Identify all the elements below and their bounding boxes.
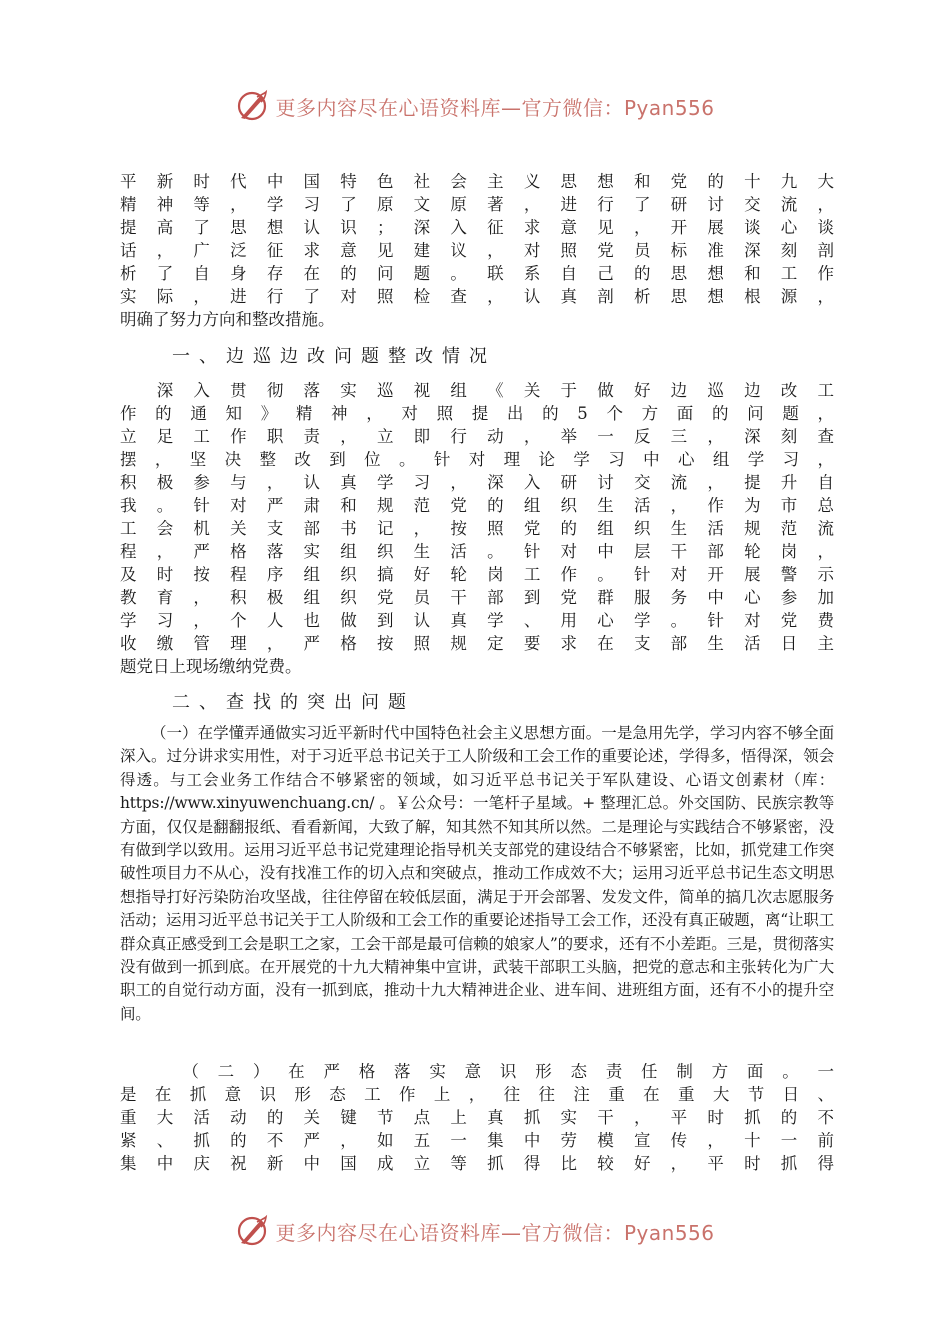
text-line: 重大活动的关键节点上真抓实干，平时抓的不 <box>120 1108 834 1127</box>
section-heading-1: 一、边巡边改问题整改情况 <box>172 346 496 367</box>
text-line: 精神等，学习了原文原著，进行了研讨交流， <box>120 195 834 214</box>
watermark-bottom <box>0 1211 950 1251</box>
section-heading-2: 二、查找的突出问题 <box>172 692 415 713</box>
watermark-text: 更多内容尽在心语资料库—官方微信：Pyan556 <box>275 95 715 120</box>
text-line: 话，广泛征求意见建议，对照党员标准深刻剖 <box>120 241 834 260</box>
watermark-top <box>0 86 950 126</box>
text-line: 摆，坚决整改到位。针对理论学习中心组学习， <box>120 450 834 469</box>
text-line: 积极参与，认真学习，深入研讨交流，提升自 <box>120 473 834 492</box>
text-line: 题党日上现场缴纳党费。 <box>120 657 302 676</box>
text-line: 收缴管理，严格按照规定要求在支部生活日主 <box>120 634 834 653</box>
watermark-text: 更多内容尽在心语资料库—官方微信：Pyan556 <box>275 1220 715 1245</box>
text-line: 紧、抓的不严，如五一集中劳模宣传，十一前 <box>120 1131 834 1150</box>
text-line: 我。针对严肃和规范党的组织生活，作为市总 <box>120 496 834 515</box>
quill-logo-icon <box>235 1214 269 1248</box>
quill-logo-icon <box>235 89 269 123</box>
text-line: 教育，积极组织党员干部到党群服务中心参加 <box>120 588 834 607</box>
text-line: 明确了努力方向和整改措施。 <box>120 310 335 329</box>
text-line: 及时按程序组织搞好轮岗工作。针对开展警示 <box>120 565 834 584</box>
intro-paragraph <box>120 170 834 331</box>
text-line: 立足工作职责，立即行动，举一反三，深刻查 <box>120 427 834 446</box>
text-line: 集中庆祝新中国成立等抓得比较好，平时抓得 <box>120 1154 834 1173</box>
section-2-paragraph <box>120 722 834 1026</box>
text-line: 工会机关支部书记，按照党的组织生活规范流 <box>120 519 834 538</box>
text-line: （二）在严格落实意识形态责任制方面。一 <box>120 1062 834 1081</box>
text-line: 深入贯彻落实巡视组《关于做好边巡边改工 <box>120 381 834 400</box>
section-1-paragraph <box>120 379 834 678</box>
body-paragraph: （一）在学懂弄通做实习近平新时代中国特色社会主义思想方面。一是急用先学，学习内容不够全面深入。过分讲求实用性，对于习近平总书记关于工人阶级和工会工作的重要论述，学得多，悟得深，领会得透。与工会业务工作结合不够紧密的领域，如习近平总书记关于军队建设、心语文创素材（库：https://www.xinyuwenchuang.cn/ 。￥公众号：一笔杆子星域。+ 整理汇总。外交国防、民族宗教等方面，仅仅是翻翻报纸、看看新闻，大致了解，知其然不知其所以然。二是理论与实践结合不够紧密，没有做到学以致用。运用习近平总书记党建理论指导机关支部党的建设结合不够紧密，比如，抓党建工作突破性项目力不从心，没有找准工作的切入点和突破点，推动工作成效不大；运用习近平总书记生态文明思想指导打好污染防治攻坚战，往往停留在较低层面，满足于开会部署、发发文件，简单的搞几次志愿服务活动；运用习近平总书记关于工人阶级和工会工作的重要论述指导工会工作，还没有真正破题，离“让职工群众真正感受到工会是职工之家，工会干部是最可信赖的娘家人”的要求，还有不小差距。三是，贯彻落实没有做到一抓到底。在开展党的十九大精神集中宣讲，武装干部职工头脑，把党的意志和主张转化为广大职工的自觉行动方面，没有一抓到底，推动十九大精神进企业、进车间、进班组方面，还有不小的提升空间。 <box>120 724 834 1023</box>
section-3-paragraph <box>120 1060 834 1175</box>
text-line: 实际，进行了对照检查，认真剖析思想根源， <box>120 287 834 306</box>
text-line: 析了自身存在的问题。联系自己的思想和工作 <box>120 264 834 283</box>
text-line: 平新时代中国特色社会主义思想和党的十九大 <box>120 172 834 191</box>
text-line: 提高了思想认识；深入征求意见，开展谈心谈 <box>120 218 834 237</box>
text-line: 程，严格落实组织生活。针对中层干部轮岗， <box>120 542 834 561</box>
text-line: 是在抓意识形态工作上，往往注重在重大节日、 <box>120 1085 834 1104</box>
text-line: 学习，个人也做到认真学、用心学。针对党费 <box>120 611 834 630</box>
text-line: 作的通知》精神，对照提出的5个方面的问题， <box>120 404 834 423</box>
